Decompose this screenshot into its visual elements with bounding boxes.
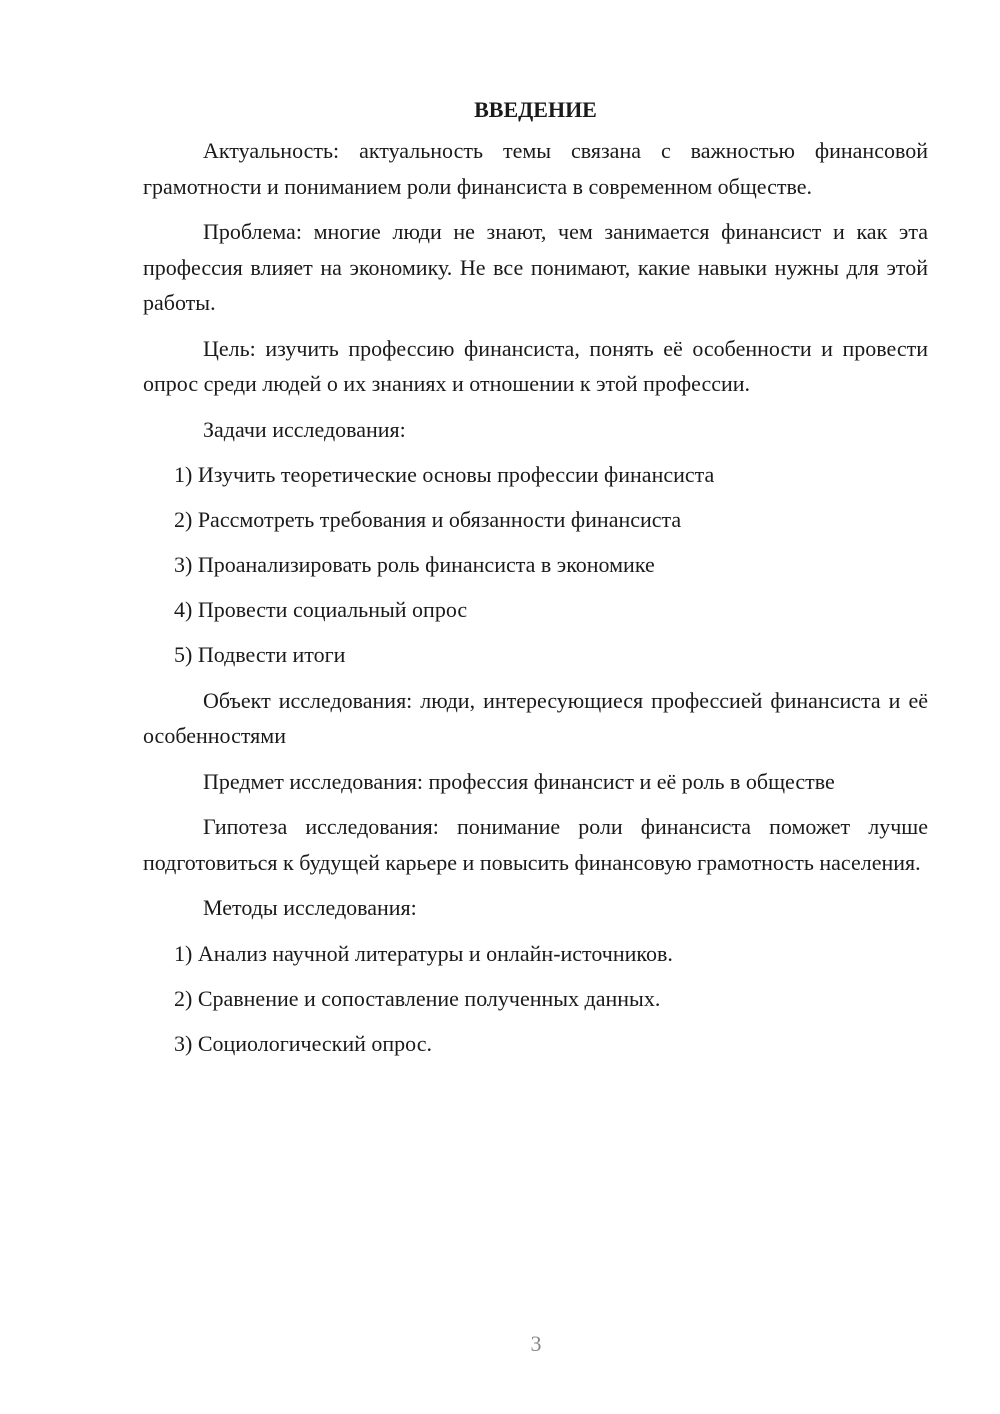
method-item-2: 2) Сравнение и сопоставление полученных данных. (174, 985, 661, 1011)
task-item-5: 5) Подвести итоги (174, 642, 346, 667)
task-item-4: 4) Провести социальный опрос (174, 597, 468, 622)
object-paragraph: Объект исследования: люди, интересующиеся профессией финансиста и её особенностями (143, 687, 928, 748)
task-item-1: 1) Изучить теоретические основы профессии финансиста (174, 462, 715, 487)
document-page (143, 90, 928, 1071)
problem-paragraph: Проблема: многие люди не знают, чем занимается финансист и как эта профессия влияет на экономику. Не все понимают, какие навыки нужны для этой работы. (143, 219, 928, 315)
method-item-1: 1) Анализ научной литературы и онлайн-источников. (174, 940, 673, 966)
tasks-list (143, 457, 928, 673)
page-number: 3 (530, 1331, 542, 1356)
methods-list (143, 936, 928, 1062)
relevance-paragraph: Актуальность: актуальность темы связана с важностью финансовой грамотности и пониманием роли финансиста в современном обществе. (143, 138, 928, 199)
methods-heading: Методы исследования: (203, 895, 417, 920)
method-item-3: 3) Социологический опрос. (174, 1030, 432, 1056)
goal-paragraph: Цель: изучить профессию финансиста, понять её особенности и провести опрос среди людей о их знаниях и отношении к этой профессии. (143, 335, 928, 396)
hypothesis-paragraph: Гипотеза исследования: понимание роли финансиста поможет лучше подготовиться к будущей карьере и повысить финансовую грамотность населения. (143, 814, 928, 875)
document-title: ВВЕДЕНИЕ (474, 97, 597, 122)
subject-paragraph: Предмет исследования: профессия финансист и её роль в обществе (203, 768, 835, 794)
task-item-2: 2) Рассмотреть требования и обязанности финансиста (174, 507, 682, 532)
tasks-heading: Задачи исследования: (203, 416, 406, 442)
task-item-3: 3) Проанализировать роль финансиста в экономике (174, 552, 655, 577)
